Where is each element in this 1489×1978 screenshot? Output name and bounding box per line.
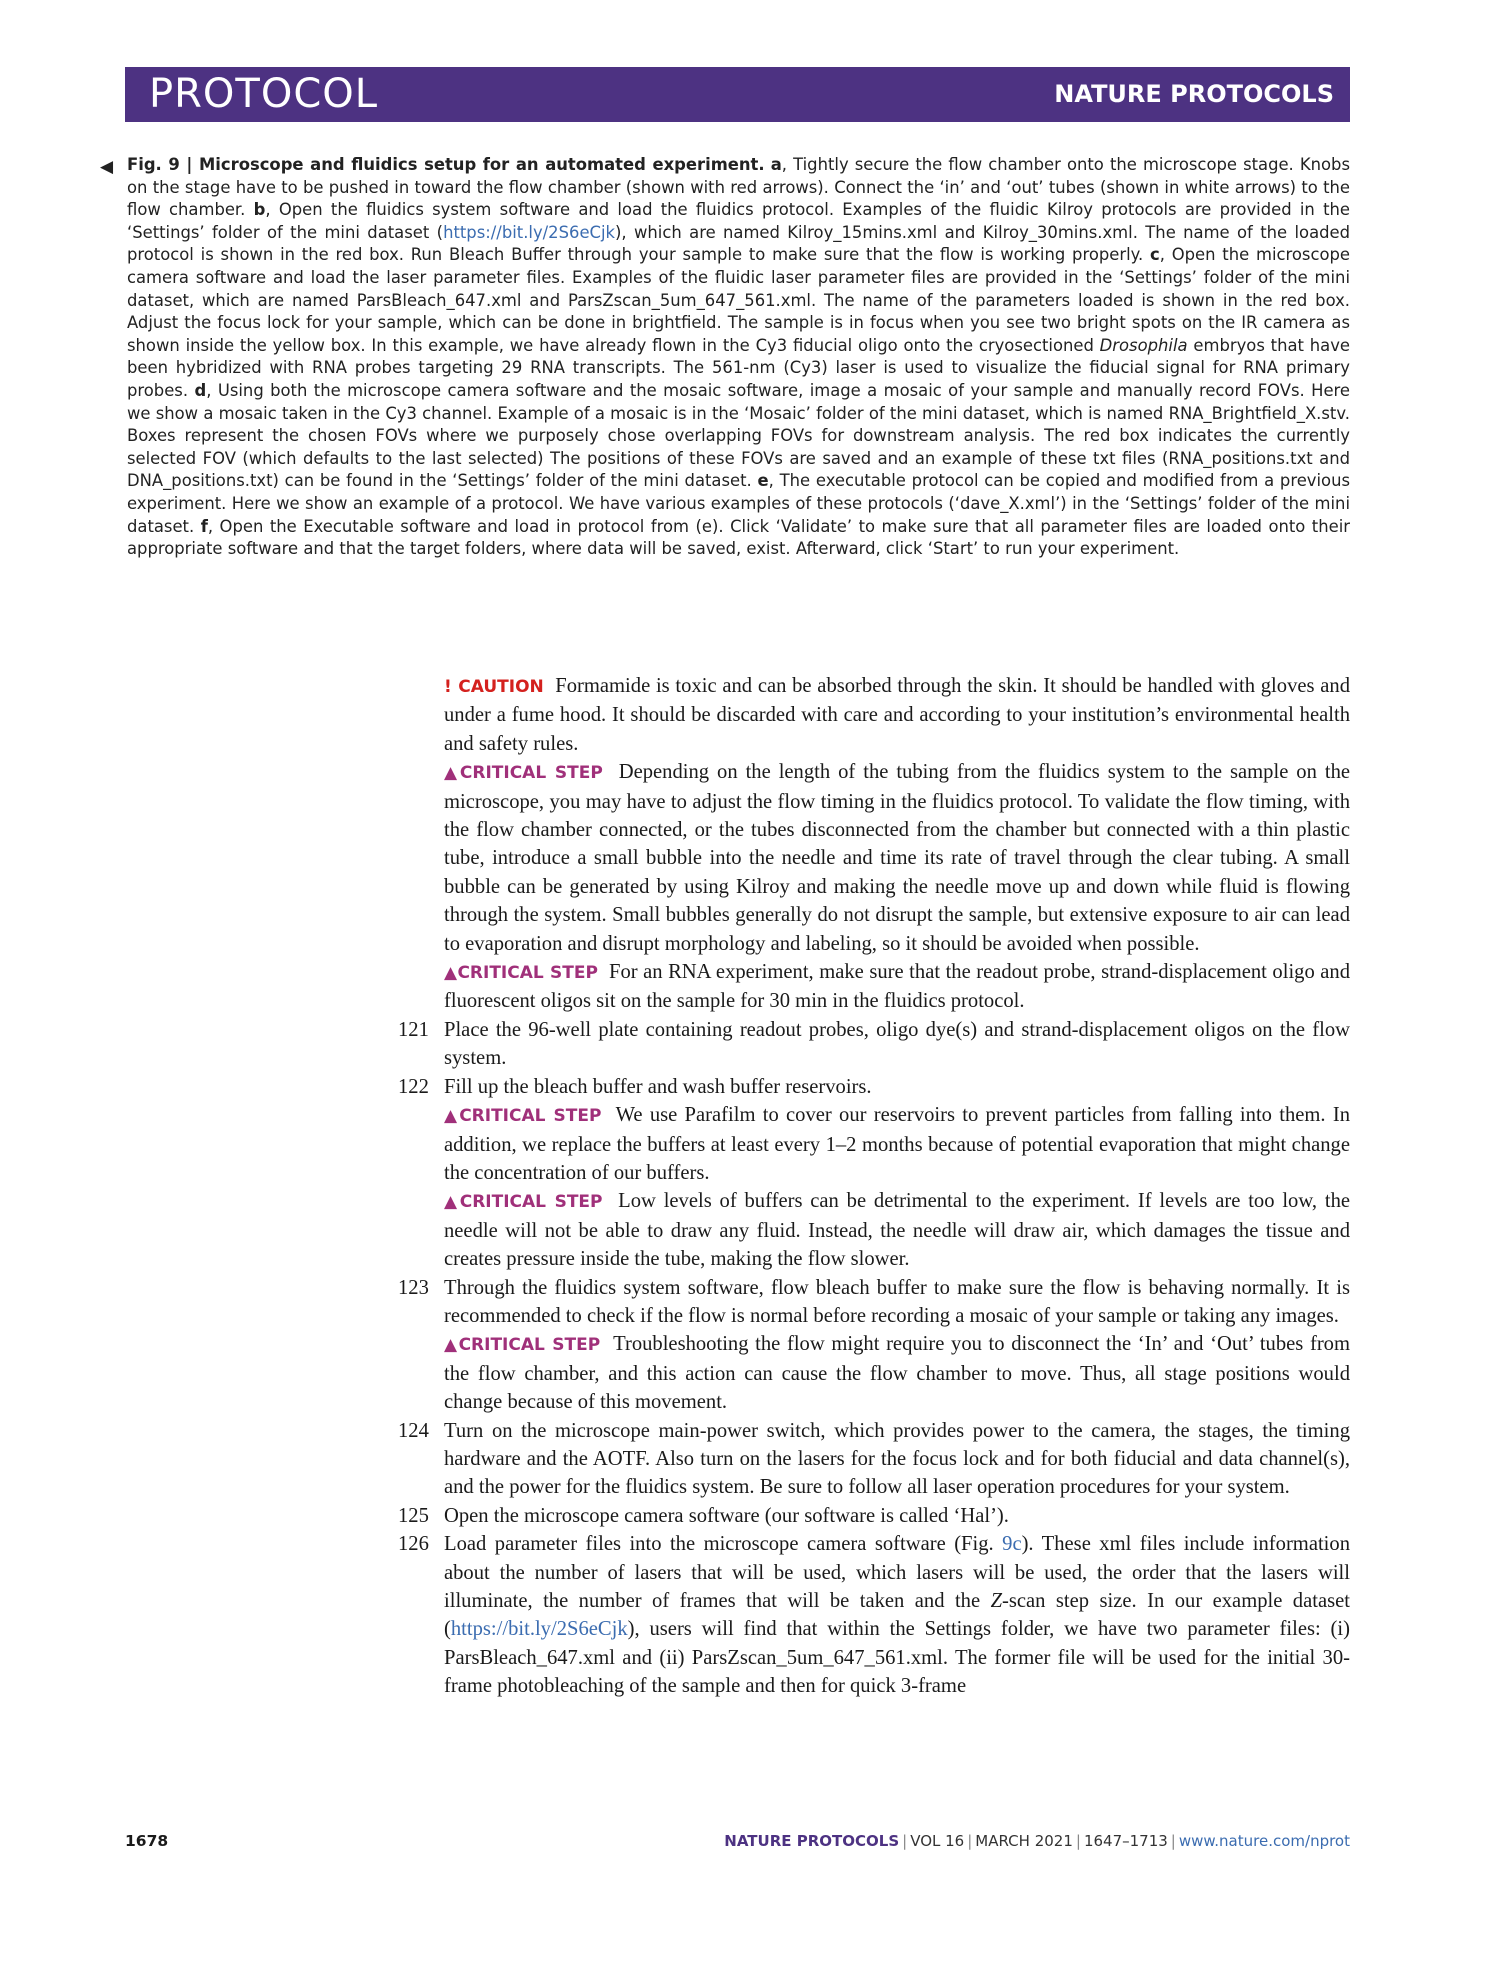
critical-step: ▲CRITICAL STEP Low levels of buffers can be detrimental to the experiment. If levels are too low, the needle will not be able to draw any fluid. Instead, the needle will draw air, which damages the tissue and creates pressure inside the tube, making the flow slower. xyxy=(444,1190,1351,1271)
footer-journal: NATURE PROTOCOLS xyxy=(724,1832,900,1850)
step-125: 125 Open the microscope camera software (our software is called ‘Hal’). xyxy=(444,1502,1350,1530)
step-number: 125 xyxy=(398,1504,429,1527)
step-number: 121 xyxy=(398,1018,429,1041)
caution-tag: ! CAUTION xyxy=(444,677,544,697)
caption-arrow-icon: ◀ xyxy=(100,157,114,177)
critical-step-tag: ▲CRITICAL STEP xyxy=(444,963,598,984)
figure-reference-link[interactable]: 9c xyxy=(1002,1533,1022,1556)
step-number: 122 xyxy=(398,1075,429,1098)
critical-step-tag: ▲CRITICAL STEP xyxy=(444,1335,601,1356)
critical-step-tag: ▲CRITICAL STEP xyxy=(444,1106,602,1127)
step-number: 123 xyxy=(398,1276,429,1299)
page-number: 1678 xyxy=(125,1832,169,1850)
step-123: 123 Through the fluidics system software, flow bleach buffer to make sure the flow is behaving normally. It is recommended to check if the flow is normal before recording a mosaic of your sample or taking any images. xyxy=(444,1274,1350,1331)
step-number: 124 xyxy=(398,1419,429,1442)
section-label: PROTOCOL xyxy=(149,71,379,117)
step-126: 126 Load parameter files into the microscope camera software (Fig. 9c). These xml files include information about the number of lasers that will be used, which lasers will be used, the order that the lasers will illuminate, the number of frames that will be taken and the Z-scan step size. In our example dataset (https://bit.ly/2S6eCjk), users will find that within the Settings folder, we have two parameter files: (i) ParsBleach_647.xml and (ii) ParsZscan_5um_647_561.xml. The former file will be used for the initial 30-frame photobleaching of the sample and then for quick 3-frame xyxy=(444,1530,1350,1700)
critical-step: ▲CRITICAL STEP We use Parafilm to cover our reservoirs to prevent particles from falling into them. In addition, we replace the buffers at least every 1–2 months because of potential evaporation that might change the concentration of our buffers. xyxy=(444,1104,1350,1184)
footer-citation: NATURE PROTOCOLS | VOL 16 | MARCH 2021 | 1647–1713 | www.nature.com/nprot xyxy=(724,1832,1350,1850)
critical-step: ▲CRITICAL STEP Troubleshooting the flow might require you to disconnect the ‘In’ and ‘Out’ tubes from the flow chamber, and this action can cause the flow chamber to move. Thus, all stage positions would change because of this movement. xyxy=(444,1333,1350,1414)
step-number: 126 xyxy=(398,1533,429,1556)
journal-name: NATURE PROTOCOLS xyxy=(1054,80,1334,108)
footer-volume: VOL 16 xyxy=(910,1832,965,1850)
figure-caption: ◀ Fig. 9 | Microscope and fluidics setup for an automated experiment. a, Tightly secure the flow chamber onto the microscope stage. Knobs on the stage have to be pushed in toward the flow chamber (shown with red arrows). Connect the ‘in’ and ‘out’ tubes (shown in white arrows) to the flow chamber. b, Open the fluidics system software and load the fluidics protocol. Examples of the fluidic Kilroy protocols are provided in the ‘Settings’ folder of the mini dataset (https://bit.ly/2S6eCjk), which are named Kilroy_15mins.xml and Kilroy_30mins.xml. The name of the loaded protocol is shown in the red box. Run Bleach Buffer through your sample to make sure that the flow is working properly. c, Open the microscope camera software and load the laser parameter files. Examples of the fluidic laser parameter files are provided in the ‘Settings’ folder of the mini dataset, which are named ParsBleach_647.xml and ParsZscan_5um_647_561.xml. The name of the parameters loaded is shown in the red box. Adjust the focus lock for your sample, which can be done in brightfield. The sample is in focus when you see two bright spots on the IR camera as shown inside the yellow box. In this example, we have already flown in the Cy3 fiducial oligo onto the cryosectioned Drosophila embryos that have been hybridized with RNA probes targeting 29 RNA transcripts. The 561-nm (Cy3) laser is used to visualize the fiducial signal for RNA primary probes. d, Using both the microscope camera software and the mosaic software, image a mosaic of your sample and manually record FOVs. Here we show a mosaic taken in the Cy3 channel. Example of a mosaic is in the ‘Mosaic’ folder of the mini dataset, which is named RNA_Brightfield_X.stv. Boxes represent the chosen FOVs where we purposely chose overlapping FOVs for downstream analysis. The red box indicates the currently selected FOV (which defaults to the last selected) The positions of these FOVs are saved and an example of these txt files (RNA_positions.txt and DNA_positions.txt) can be found in the ‘Settings’ folder of the mini dataset. e, The executable protocol can be copied and modified from a previous experiment. Here we show an example of a protocol. We have various examples of these protocols (‘dave_X.xml’) in the ‘Settings’ folder of the mini dataset. f, Open the Executable software and load in protocol from (e). Click ‘Validate’ to make sure that all parameter files are loaded onto their appropriate software and that the target folders, where data will be saved, exist. Afterward, click ‘Start’ to run your experiment. xyxy=(100,155,1351,559)
protocol-body xyxy=(398,672,1351,1701)
footer-pages: 1647–1713 xyxy=(1083,1832,1168,1850)
critical-step-tag: ▲CRITICAL STEP xyxy=(444,763,603,784)
step-124: 124 Turn on the microscope main-power switch, which provides power to the camera, the stages, the timing hardware and the AOTF. Also turn on the lasers for the focus lock and for both fiducial and data channel(s), and the power for the fluidics system. Be sure to follow all laser operation procedures for your system. xyxy=(444,1417,1350,1502)
critical-step: ▲CRITICAL STEP Depending on the length of the tubing from the fluidics system to the sample on the microscope, you may have to adjust the flow timing in the fluidics protocol. To validate the flow timing, with the flow chamber connected, or the tubes disconnected from the chamber but connected with a thin plastic tube, introduce a small bubble into the needle and time its rate of travel through the clear tubing. A small bubble can be generated by using Kilroy and making the needle move up and down while fluid is flowing through the system. Small bubbles generally do not disrupt the sample, but extensive exposure to air can lead to evaporation and disrupt morphology and labeling, so it should be avoided when possible. xyxy=(444,761,1351,955)
footer-url[interactable]: www.nature.com/nprot xyxy=(1178,1832,1350,1850)
dataset-link[interactable]: https://bit.ly/2S6eCjk xyxy=(443,222,616,242)
header-bar xyxy=(125,67,1350,122)
critical-step: ▲CRITICAL STEP For an RNA experiment, make sure that the readout probe, strand-displacement oligo and fluorescent oligos sit on the sample for 30 min in the fluidics protocol. xyxy=(444,961,1351,1013)
caution-note: ! CAUTION Formamide is toxic and can be absorbed through the skin. It should be handled with gloves and under a fume hood. It should be discarded with care and according to your institution’s environmental health and safety rules. xyxy=(444,675,1350,755)
caption-label: Fig. 9 | Microscope and fluidics setup for an automated experiment. xyxy=(127,155,765,174)
critical-step-tag: ▲CRITICAL STEP xyxy=(444,1192,603,1213)
step-121: 121 Place the 96-well plate containing readout probes, oligo dye(s) and strand-displacement oligos on the flow system. xyxy=(444,1016,1350,1073)
footer-date: MARCH 2021 xyxy=(975,1832,1073,1850)
step-122: 122 Fill up the bleach buffer and wash buffer reservoirs. xyxy=(444,1073,1350,1101)
dataset-link[interactable]: https://bit.ly/2S6eCjk xyxy=(450,1618,628,1641)
